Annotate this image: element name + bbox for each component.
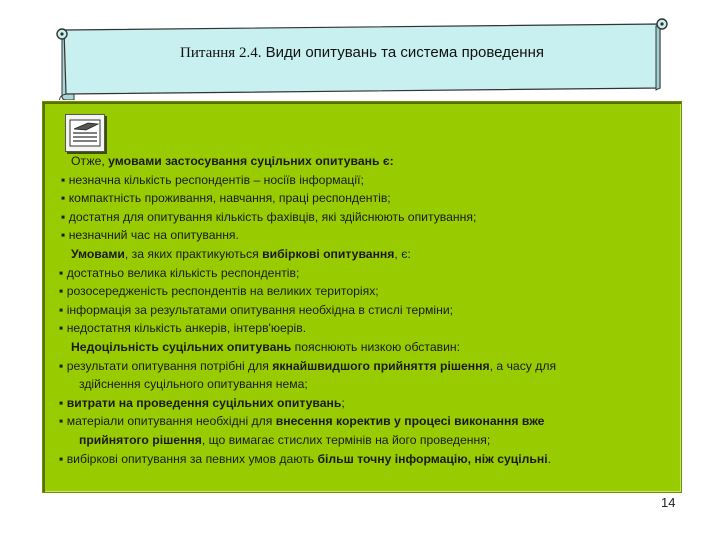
list-item [55, 357, 675, 376]
text: ▪ вибіркові опитування за певних умов дають [59, 451, 318, 466]
slide-body [55, 152, 675, 468]
title-scroll-banner [52, 16, 672, 100]
text: , що вимагає стислих термінів на його проведення; [201, 432, 491, 447]
bold-text: внесення коректив у процесі виконання вже [275, 414, 545, 429]
list-item-continuation: здійснення суцільного опитування нема; [79, 377, 308, 392]
slide-title [52, 44, 672, 62]
list-item [55, 394, 675, 413]
list-item: ▪ незначний час на опитування. [61, 228, 239, 243]
text: ▪ [59, 395, 67, 410]
text: пояснюють низкою обставин: [291, 339, 461, 354]
text: Отже, [71, 154, 109, 168]
bold-text: вибіркові опитування [262, 246, 395, 261]
block3-lead [55, 338, 675, 357]
block2-lead [55, 245, 675, 264]
bold-text: якнайшвидшого прийняття рішення [272, 358, 490, 373]
bold-text: витрати на проведення суцільних опитувань [66, 395, 342, 410]
text: , є: [394, 246, 411, 261]
list-item: ▪ достатньо велика кількість респондентів; [59, 265, 300, 280]
text: , за яких практикуються [124, 246, 263, 261]
list-item: ▪ достатня для опитування кількість фахівців, які здійснюють опитування; [61, 209, 477, 224]
bold-text: умовами застосування суцільних опитувань є: [108, 154, 394, 168]
list-item [55, 450, 675, 469]
text: ▪ результати опитування потрібні для [59, 358, 273, 373]
list-item [55, 412, 675, 431]
document-icon [65, 114, 105, 152]
text: . [547, 451, 552, 466]
page-number: 14 [661, 495, 676, 510]
list-item: ▪ незначна кількість респондентів – носіїв інформації; [61, 172, 364, 187]
content-panel [42, 101, 682, 493]
bold-text: Недоцільність суцільних опитувань [71, 339, 292, 354]
list-item: ▪ компактність проживання, навчання, праці респондентів; [61, 191, 391, 206]
list-item-continuation [55, 431, 675, 450]
block1-lead [55, 152, 675, 171]
title-text: Види опитувань та система проведення [265, 44, 544, 61]
bold-text: прийнятого рішення [79, 432, 202, 447]
bold-text: більш точну інформацію, ніж суцільні [317, 451, 548, 466]
text: ; [341, 395, 345, 410]
text: , а часу для [489, 358, 557, 373]
list-item: ▪ інформація за результатами опитування необхідна в стислі терміни; [59, 302, 454, 317]
title-prefix: Питання 2.4. [180, 45, 262, 61]
bold-text: Умовами [71, 246, 125, 261]
text: ▪ матеріали опитування необхідні для [59, 414, 276, 429]
list-item: ▪ недостатня кількість анкерів, інтерв'юерів. [59, 321, 307, 336]
list-item: ▪ розосередженість респондентів на великих територіях; [59, 284, 379, 299]
